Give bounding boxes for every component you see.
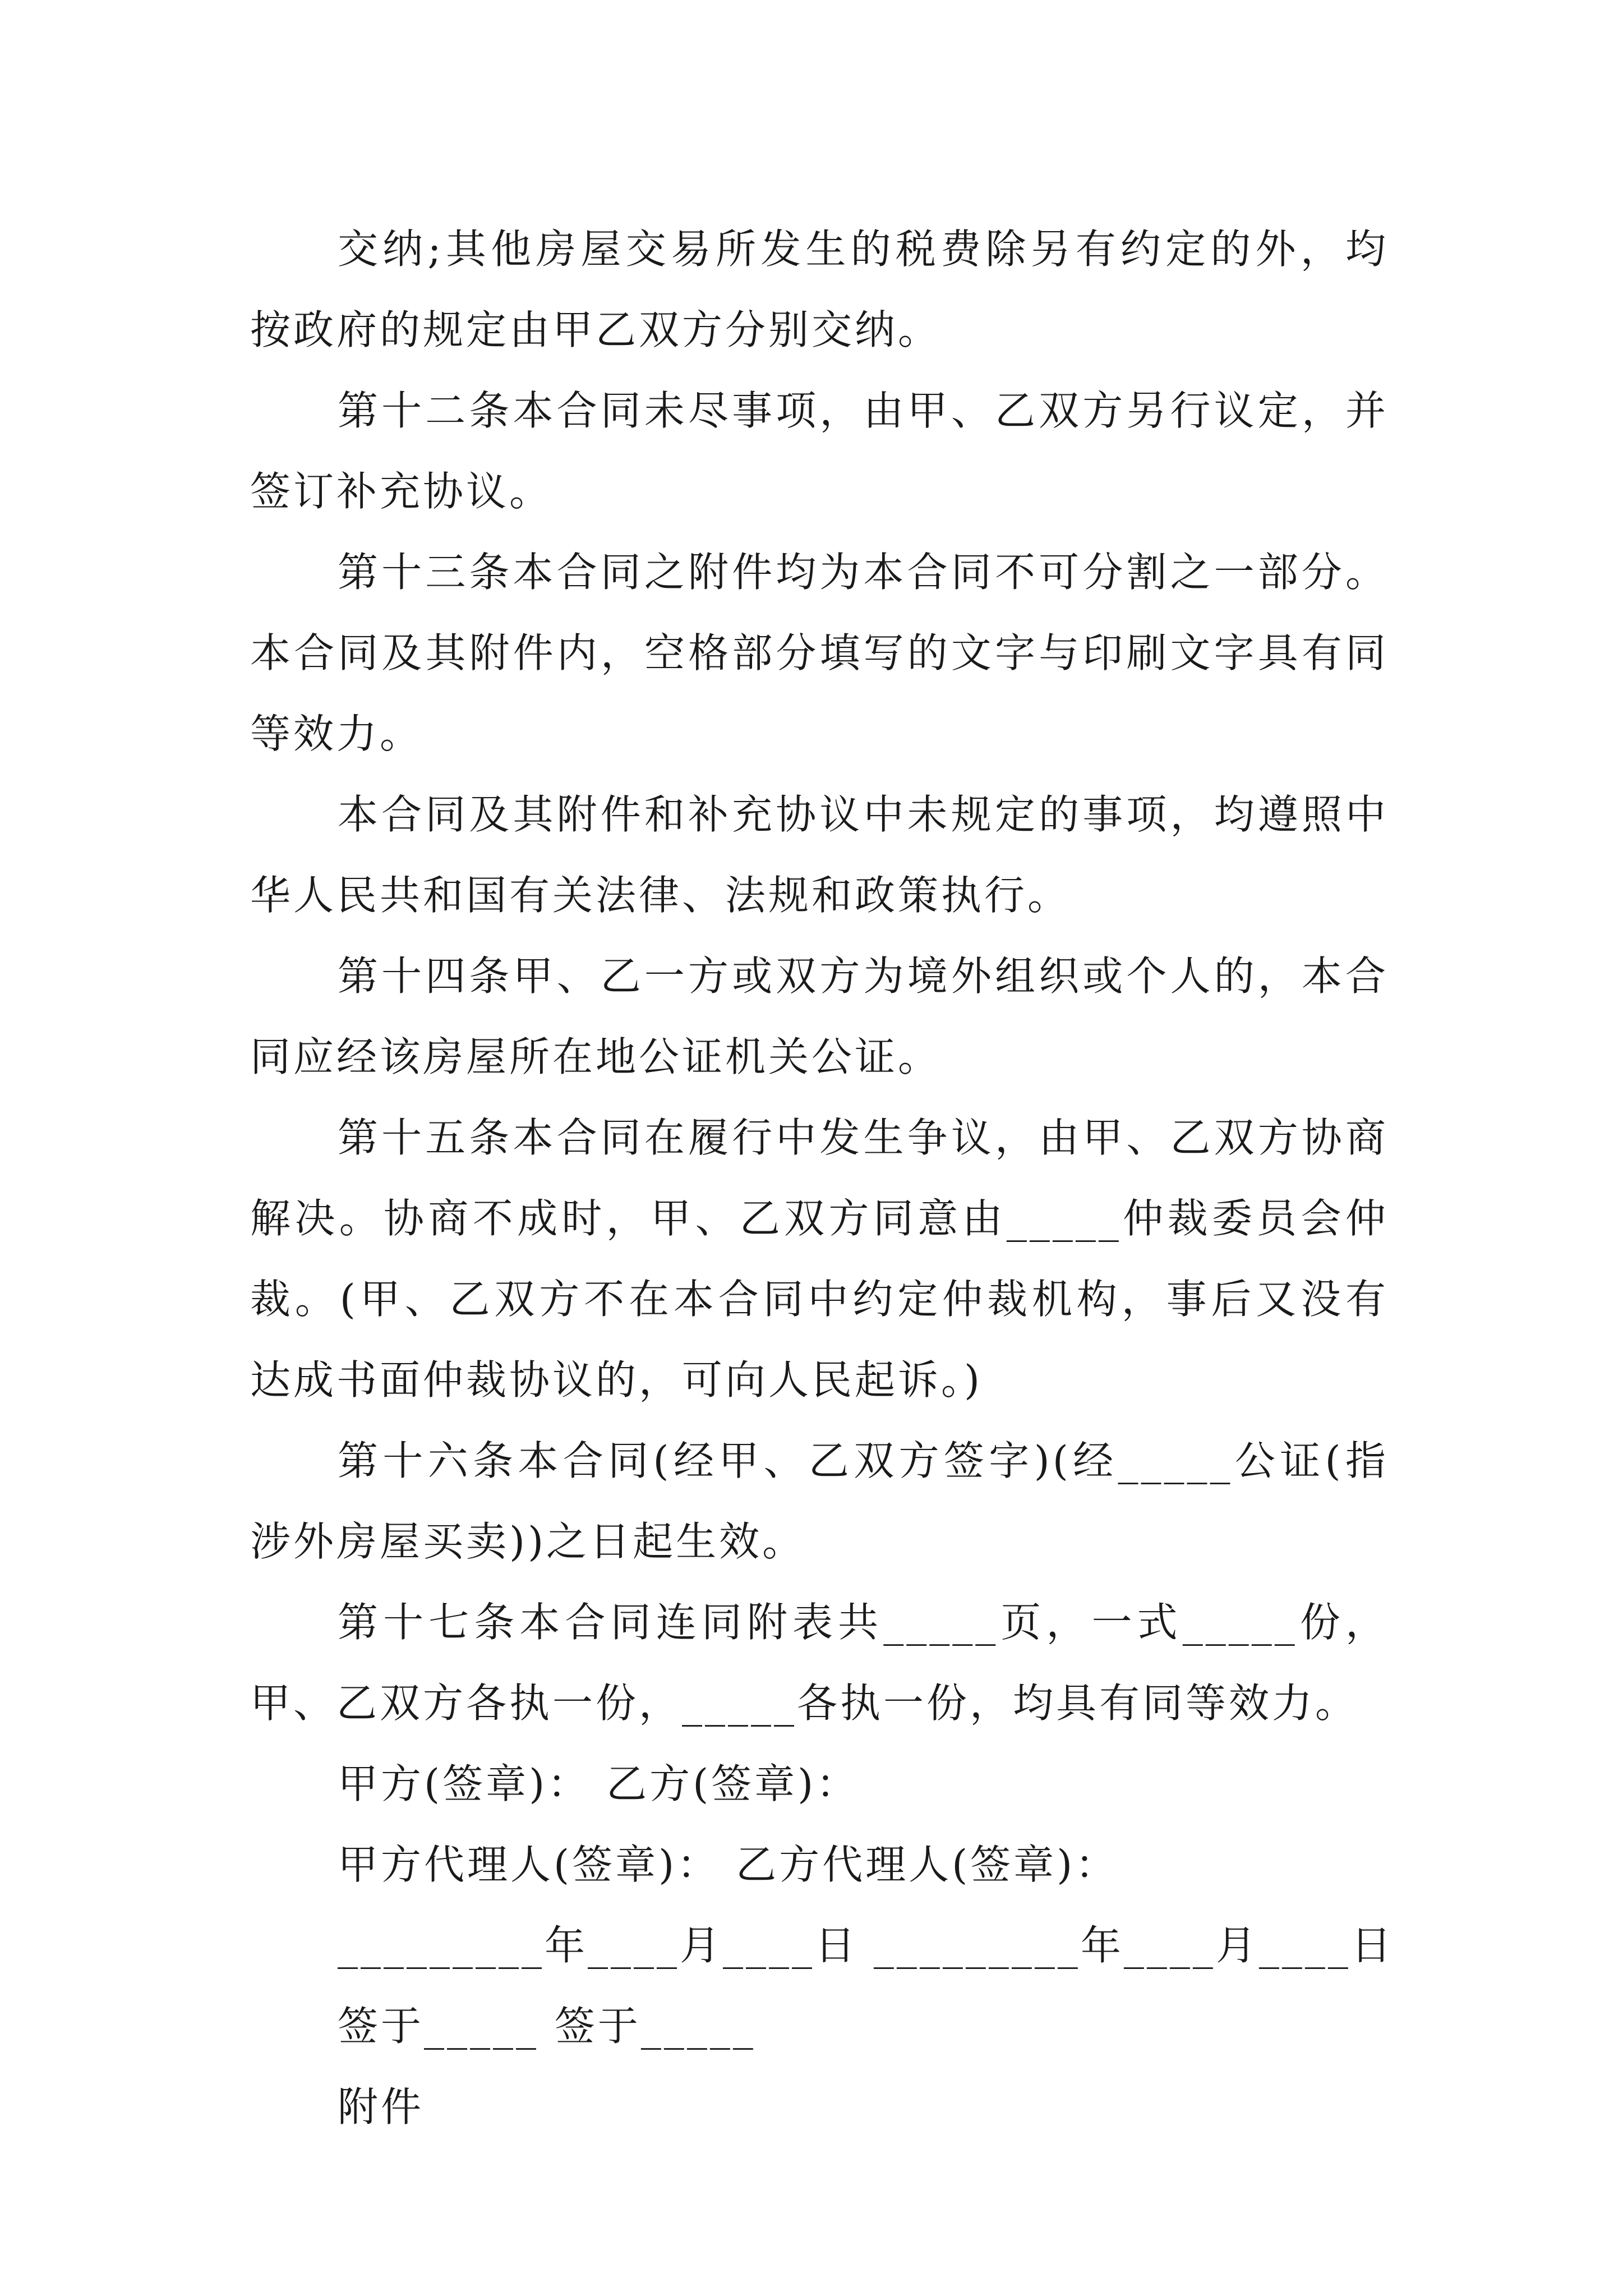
paragraph-article-17: 第十七条本合同连同附表共_____页，一式_____份，甲、乙双方各执一份，_____各执一份，均具有同等效力。 <box>250 1599 1389 1727</box>
signature-place-line: 签于_____ 签于_____ <box>338 2003 756 2050</box>
paragraph-applicable-law: 本合同及其附件和补充协议中未规定的事项，均遵照中华人民共和国有关法律、法规和政策执行。 <box>250 791 1389 919</box>
signature-date-line: _________年____月____日 _________年____月____日 <box>338 1922 1394 1969</box>
signature-parties-line: 甲方(签章)： 乙方(签章)： <box>338 1760 860 1807</box>
signature-agents-line: 甲方代理人(签章)： 乙方代理人(签章)： <box>338 1841 1119 1888</box>
paragraph-article-16: 第十六条本合同(经甲、乙双方签字)(经_____公证(指涉外房屋买卖))之日起生效。 <box>250 1437 1389 1565</box>
attachment-heading: 附件 <box>338 2083 425 2131</box>
paragraph-article-15: 第十五条本合同在履行中发生争议，由甲、乙双方协商解决。协商不成时，甲、乙双方同意由_____仲裁委员会仲裁。(甲、乙双方不在本合同中约定仲裁机构，事后又没有达成书面仲裁协议的，可向人民起诉。) <box>250 1114 1389 1404</box>
contract-body <box>250 209 1394 2147</box>
paragraph-article-13: 第十三条本合同之附件均为本合同不可分割之一部分。本合同及其附件内，空格部分填写的文字与印刷文字具有同等效力。 <box>250 549 1389 757</box>
paragraph-article-12: 第十二条本合同未尽事项，由甲、乙双方另行议定，并签订补充协议。 <box>250 387 1389 515</box>
paragraph-tax-payment: 交纳;其他房屋交易所发生的税费除另有约定的外，均按政府的规定由甲乙双方分别交纳。 <box>250 226 1389 353</box>
paragraph-article-14: 第十四条甲、乙一方或双方为境外组织或个人的，本合同应经该房屋所在地公证机关公证。 <box>250 953 1389 1080</box>
